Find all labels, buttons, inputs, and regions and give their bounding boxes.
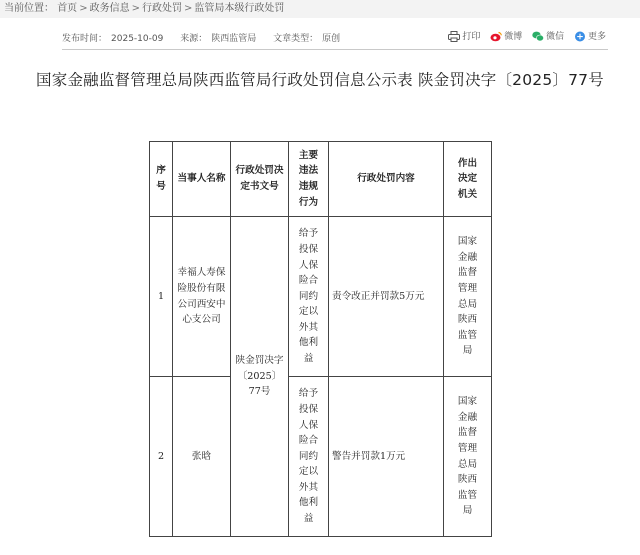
breadcrumb-prefix: 当前位置：: [4, 3, 54, 14]
article-type-value: 原创: [322, 34, 341, 44]
table-row: [150, 217, 492, 377]
source-label: 来源：: [180, 34, 208, 44]
header-content: 行政处罚内容: [329, 142, 444, 217]
cell-no: 1: [150, 217, 173, 377]
cell-authority: 国家金融监督管理总局陕西监管局: [444, 217, 492, 377]
cell-no: 2: [150, 377, 173, 537]
breadcrumb-separator: >: [183, 3, 193, 14]
wechat-share-button[interactable]: [532, 29, 564, 42]
more-label: 更多: [587, 32, 606, 42]
breadcrumb-separator: >: [131, 3, 140, 14]
header-authority: 作出决定机关: [444, 142, 492, 217]
share-bar: [441, 29, 606, 42]
cell-content: 责令改正并罚款5万元: [329, 217, 444, 377]
publish-date-label: 发布时间：: [62, 34, 108, 44]
cell-violation: 给予投保人保险合同约定以外其他利益: [289, 217, 329, 377]
publish-date: 2025-10-09: [111, 34, 164, 44]
print-label: 打印: [462, 32, 481, 42]
wechat-icon: [532, 31, 544, 42]
breadcrumb-penalty[interactable]: 行政处罚: [141, 3, 182, 14]
breadcrumb-separator: >: [79, 3, 88, 14]
breadcrumb: [0, 0, 640, 18]
table-header-row: [150, 142, 492, 217]
weibo-label: 微博: [504, 32, 523, 42]
weibo-icon: [490, 31, 502, 42]
breadcrumb-gov-info[interactable]: 政务信息: [89, 3, 130, 14]
print-button[interactable]: [448, 29, 480, 42]
article-meta: [62, 31, 606, 47]
breadcrumb-local-penalty[interactable]: 监管局本级行政处罚: [194, 3, 285, 14]
table-row: [150, 377, 492, 537]
header-violation: 主要违法违规行为: [289, 142, 329, 217]
header-party: 当事人名称: [173, 142, 231, 217]
header-doc-no: 行政处罚决定书文号: [231, 142, 289, 217]
wechat-label: 微信: [546, 32, 565, 42]
source-value: 陕西监管局: [211, 34, 257, 44]
printer-icon: [448, 31, 460, 42]
page-title: 国家金融监督管理总局陕西监管局行政处罚信息公示表 陕金罚决字〔2025〕77号: [36, 71, 604, 89]
cell-party: 张晗: [173, 377, 231, 537]
cell-doc-no: 陕金罚决字〔2025〕77号: [231, 217, 289, 537]
plus-circle-icon: [574, 31, 586, 42]
cell-authority: 国家金融监督管理总局陕西监管局: [444, 377, 492, 537]
more-share-button[interactable]: [574, 29, 606, 42]
cell-violation: 给予投保人保险合同约定以外其他利益: [289, 377, 329, 537]
header-divider: [62, 49, 608, 50]
cell-party: 幸福人寿保险股份有限公司西安中心支公司: [173, 217, 231, 377]
breadcrumb-home[interactable]: 首页: [57, 3, 78, 14]
article-type-label: 文章类型：: [273, 34, 319, 44]
penalty-table: [149, 141, 492, 537]
header-no: 序号: [150, 142, 173, 217]
weibo-share-button[interactable]: [490, 29, 522, 42]
cell-content: 警告并罚款1万元: [329, 377, 444, 537]
